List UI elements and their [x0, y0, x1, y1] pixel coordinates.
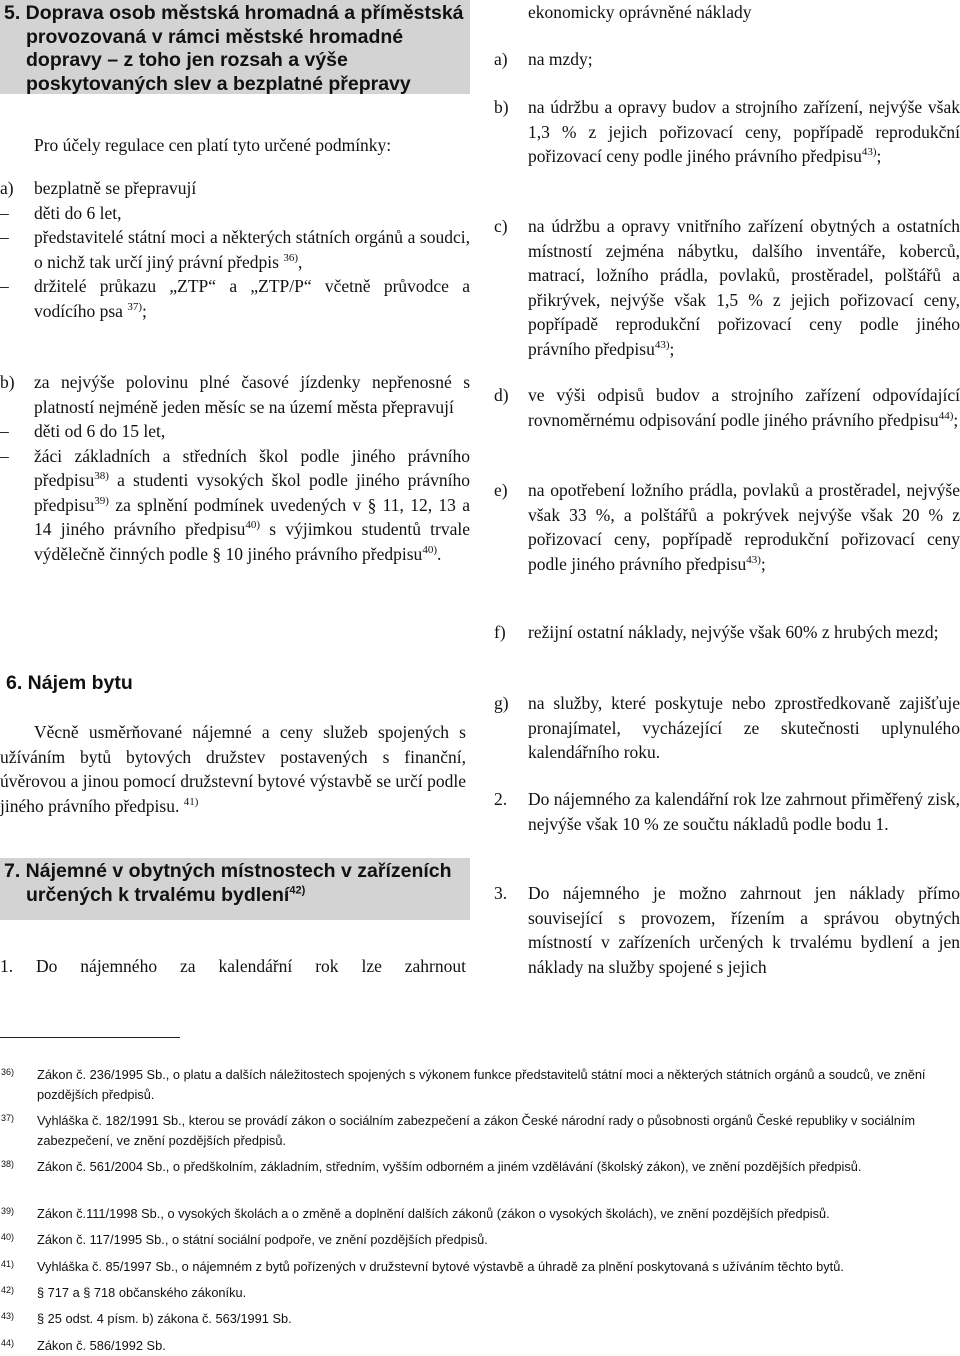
footnote-divider [0, 1037, 180, 1038]
right-item-a: a) na mzdy; [494, 49, 593, 69]
right-point-2: 2. Do nájemného za kalendářní rok lze zahrnout přiměřený zisk, nejvýše však 10 % ze součtu nákladů podle bodu 1. [494, 789, 960, 834]
list-item: děti do 6 let, [34, 202, 122, 223]
list-item: žáci základních a středních škol podle jiného právního předpisu$^{38)}$ a studenti vysokých škol podle jiného právního předpisu$^{39)}$ za splnění podmínek uvedených v § 11, 12, 13 a 14 jiného právního předpisu$^{40)}$ s výjimkou studentů trvale výdělečně činných podle § 10 jiného právního předpisu$^{40)}$. [34, 445, 471, 564]
item-label: a) [0, 178, 14, 198]
section-5-heading: 5. Doprava osob městská hromadná a příměstská provozovaná v rámci městské hromadné dopravy – z toho jen rozsah a výše poskytovaných slev a bezplatné přepravy [0, 0, 470, 94]
section-5-intro: Pro účely regulace cen platí tyto určené podmínky: [34, 135, 392, 155]
section-7-heading: 7. Nájemné v obytných místnostech v zařízeních určených k trvalému bydlení$^{42)}$ [0, 858, 470, 920]
right-item-g: g) na služby, které poskytuje nebo zprostředkovaně zajišťuje pronajímatel, vycházející ze skutečnosti uplynulého kalendářního roku. [494, 693, 960, 762]
list-item: děti od 6 do 15 let, [34, 421, 166, 441]
right-top-line: ekonomicky oprávněné náklady [528, 2, 752, 22]
right-item-c: c) na údržbu a opravy vnitřního zařízení obytných a ostatních místností zejména nábytku, dalšího inventáře, koberců, matrací, ložního prádla, povlaků, prostěradel, polštářů a přikrývek, nejvýše však 1,5 % z jejich pořizovací ceny, popřípadě reprodukční pořizovací ceny podle jiného právního předpisu$^{43)}$; [494, 216, 960, 359]
footnote-43: 43) § 25 odst. 4 písm. b) zákona č. 563/1991 Sb. [1, 1311, 292, 1326]
item-text: bezplatně se přepravují [34, 178, 197, 198]
section-6-text: Věcně usměrňované nájemné a ceny služeb spojených s užíváním bytů bytových družstev postavených s finanční, úvěrovou a jinou pomocí družstevní bytové výstavbě se určí podle jiného právního předpisu. $^{41)}$ [0, 722, 466, 816]
footnote-44: 44) Zákon č. 586/1992 Sb. [1, 1338, 166, 1353]
footnote-ref: 37) [127, 300, 142, 313]
item-label: b) [0, 372, 15, 392]
footnote-ref: 36) [283, 251, 298, 264]
right-item-d: d) ve výši odpisů budov a strojního zařízení odpovídající rovnoměrnému odpisování podle jiného právního předpisu$^{44)}$; [494, 385, 960, 430]
right-item-f: f) režijní ostatní náklady, nejvýše však 60% z hrubých mezd; [494, 622, 939, 642]
section-6-heading: 6. Nájem bytu [6, 672, 133, 694]
section-5-b: b) za nejvýše polovinu plné časové jízdenky nepřenosné s platností nejméně jeden měsíc se na území města přepravují – děti od 6 do 15 let, – žáci základních a středních škol podle jiného právního předpisu$^{38)}$ a studenti vysokých škol podle jiného právního předpisu$^{39)}$ za splnění podmínek uvedených v § 11, 12, 13 a 14 jiného právního předpisu$^{40)}$ s výjimkou studentů trvale výdělečně činných podle § 10 jiného právního předpisu$^{40)}$. [0, 370, 470, 566]
footnote-39: 39) Zákon č.111/1998 Sb., o vysokých školách a o změně a doplnění dalších zákonů (zákon o vysokých školách), ve znění pozdějších předpisů. [1, 1206, 830, 1221]
footnote-37: 37) Vyhláška č. 182/1991 Sb., kterou se provádí zákon o sociálním zabezpečení a zákon České národní rady o působnosti orgánů České republiky v sociálním zabezpečení, ve znění pozdějších předpisů. [1, 1113, 916, 1148]
section-7-p1: 1. Do nájemného za kalendářní rok lze zahrnout [0, 956, 466, 976]
footnote-40: 40) Zákon č. 117/1995 Sb., o státní sociální podpoře, ve znění pozdějších předpisů. [1, 1232, 488, 1247]
right-item-e: e) na opotřebení ložního prádla, povlaků a prostěradel, nejvýše však 33 %, a polštářů a pokrývek nejvýše však 20 % z pořizovací ceny, popřípadě reprodukční pořizovací ceny podle jiného právního předpisu$^{43)}$; [494, 480, 960, 574]
section-5-a: a) bezplatně se přepravují – děti do 6 let, – představitelé státní moci a některých státních orgánů a soudci, o nichž tak určí jiný právní předpis $^{36)}$, – držitelé průkazu „ZTP“ a „ZTP/P“ včetně průvodce a vodícího psa $^{37)}$; [0, 176, 470, 323]
item-text: za nejvýše polovinu plné časové jízdenky nepřenosné s platností nejméně jeden měsíc se na území města přepravují [34, 372, 470, 417]
footnote-38: 38) Zákon č. 561/2004 Sb., o předškolním, základním, středním, vyšším odborném a jiném vzdělávání (školský zákon), ve znění pozdějších předpisů. [1, 1159, 862, 1174]
list-item: držitelé průkazu „ZTP“ a „ZTP/P“ včetně průvodce a vodícího psa $^{37)}$; [34, 276, 470, 321]
footnote-36: 36) Zákon č. 236/1995 Sb., o platu a dalších náležitostech spojených s výkonem funkce představitelů státní moci a některých státních orgánů a soudců, ve znění pozdějších předpisů. [1, 1067, 926, 1102]
footnote-41: 41) Vyhláška č. 85/1997 Sb., o nájemném z bytů pořízených v družstevní bytové výstavbě a úhradě za plnění poskytovaná s užíváním těchto bytů. [1, 1259, 844, 1274]
right-item-b: b) na údržbu a opravy budov a strojního zařízení, nejvýše však 1,3 % z jejich pořizovací ceny, popřípadě reprodukční pořizovací ceny podle jiného právního předpisu$^{43)}$; [494, 97, 960, 166]
right-point-3: 3. Do nájemného je možno zahrnout jen náklady přímo související s provozem, řízením a správou obytných místností v zařízeních určených k trvalému bydlení a jen náklady na služby spojené s jejich [494, 883, 960, 977]
list-item: představitelé státní moci a některých státních orgánů a soudci, o nichž tak určí jiný právní předpis $^{36)}$, [34, 227, 470, 272]
footnote-42: 42) § 717 a § 718 občanského zákoníku. [1, 1285, 247, 1300]
left-column [0, 0, 471, 976]
